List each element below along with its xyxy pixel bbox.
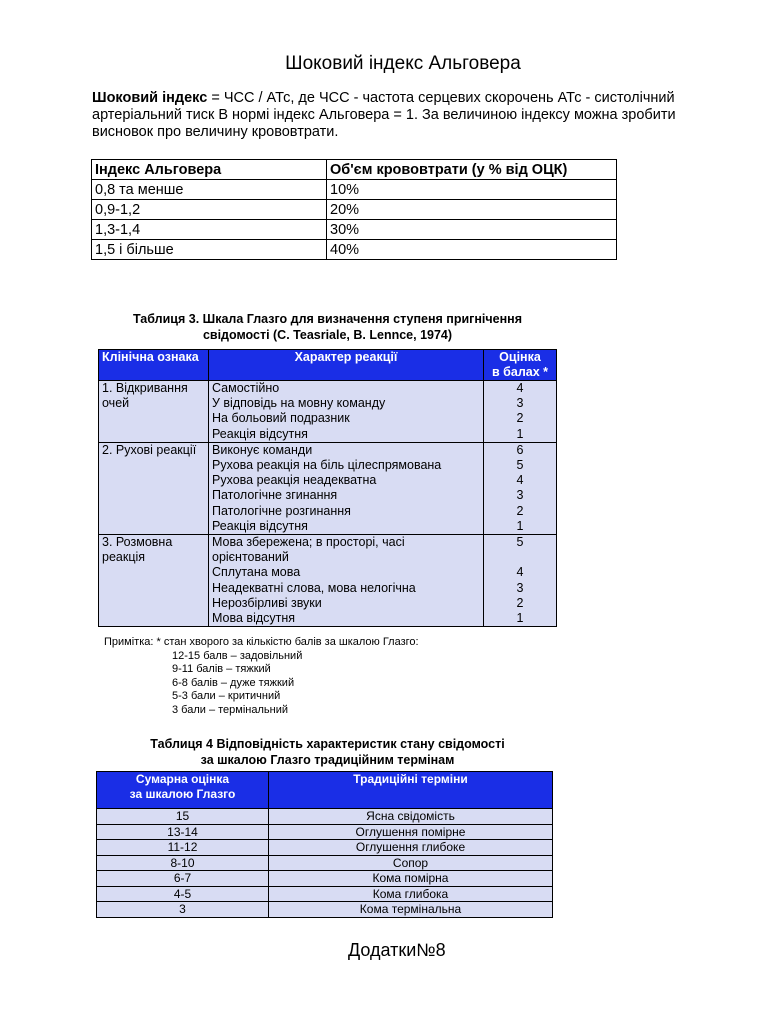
note-level: 9-11 балів – тяжкий [172,663,271,675]
table-cell: 30% [327,220,617,240]
reaction-cell [209,442,484,534]
sign-line: 2. Рухові реакції [102,442,197,457]
reaction-line: Патологічне згинання [212,488,338,503]
reaction-line: Рухова реакція неадекватна [212,473,377,488]
note-level: 5-3 бали – критичний [172,690,281,702]
table-header-row [97,772,553,809]
score-line: 4 [516,473,524,488]
table-cell: Ясна свідомість [269,809,553,825]
note-intro: Примітка: * стан хворого за кількістю балів за шкалою Глазго: [104,636,419,648]
header-score-line: Сумарна оцінка [135,772,230,786]
score-line: 3 [516,580,524,595]
score-line: 2 [516,503,524,518]
caption-line: свідомості (C. Teasriale, B. Lennce, 1974) [202,328,453,342]
table-cell: Сопор [269,855,553,871]
reaction-line: Патологічне розгинання [212,503,351,518]
table-row [97,902,553,918]
header-cell: Об'єм крововтрати (у % від ОЦК) [327,160,617,180]
table-cell: 1,3-1,4 [92,220,327,240]
glasgow-note [104,636,419,717]
table-row [97,809,553,825]
table-cell: 8-10 [97,855,269,871]
header-reaction: Характер реакції [209,350,484,381]
score-line: 2 [516,411,524,426]
score-cell [484,381,557,443]
header-score-line: Оцінка [499,350,541,364]
sign-line: реакція [102,550,146,565]
table-cell: 1,5 і більше [92,240,327,260]
caption-line: Таблиця 4 Відповідність характеристик стану свідомості [150,737,505,751]
sign-cell [99,381,209,443]
table-cell: Оглушення помірне [269,824,553,840]
table-row [92,200,617,220]
score-cell [484,535,557,627]
table-row [97,824,553,840]
reaction-line: Нерозбірливі звуки [212,595,322,610]
sign-line: 3. Розмовна [102,535,173,550]
reaction-line: Самостійно [212,381,280,395]
table-cell: 10% [327,180,617,200]
score-line: 5 [516,535,524,550]
table-cell: Кома глибока [269,886,553,902]
table-cell: 0,8 та менше [92,180,327,200]
footer-appendix: Додатки№8 [348,940,446,960]
table-header-row [99,350,557,381]
caption-line: Таблиця 3. Шкала Глазго для визначення ступеня пригнічення [132,312,522,326]
table-row [97,855,553,871]
score-line: 6 [516,442,524,457]
header-terms: Традиційні терміни [269,772,553,809]
reaction-line: орієнтований [212,550,289,565]
table-cell: 13-14 [97,824,269,840]
reaction-line: Неадекватні слова, мова нелогічна [212,580,416,595]
table-row [92,240,617,260]
intro-paragraph [92,90,712,141]
note-level: 12-15 балв – задовільний [172,649,303,662]
table-cell: Кома помірна [269,871,553,887]
score-line: 3 [516,396,524,411]
score-cell [484,442,557,534]
terms-caption [90,736,565,768]
table-cell: 15 [97,809,269,825]
reaction-line: Реакція відсутня [212,518,308,533]
table-cell: Оглушення глибоке [269,840,553,856]
sign-line: 1. Відкривання [102,381,188,395]
score-line: 5 [516,458,524,473]
reaction-line: Сплутана мова [212,565,301,580]
table-cell: 3 [97,902,269,918]
score-line: 3 [516,488,524,503]
table-cell: 4-5 [97,886,269,902]
terms-table [96,771,553,918]
score-line: 4 [516,381,524,395]
glasgow-table [98,349,557,627]
score-line: 2 [516,595,524,610]
reaction-line: Рухова реакція на біль цілеспрямована [212,458,442,473]
reaction-line: Мова збережена; в просторі, часі [212,535,405,550]
reaction-cell [209,381,484,443]
header-score [484,350,557,381]
header-score [97,772,269,809]
table-header-row [92,160,617,180]
glasgow-caption [90,311,565,343]
reaction-cell [209,535,484,627]
reaction-line: Виконує команди [212,442,313,457]
sign-cell [99,442,209,534]
table-cell: 20% [327,200,617,220]
score-line: 4 [516,565,524,580]
table-cell: 6-7 [97,871,269,887]
sign-cell [99,535,209,627]
table-row [97,871,553,887]
sign-line: очей [102,396,130,411]
table-row [92,220,617,240]
table-cell: 40% [327,240,617,260]
score-line: 1 [516,518,524,533]
note-level: 6-8 балів – дуже тяжкий [172,676,295,689]
page-title: Шоковий індекс Альговера [285,53,521,74]
table-cell: Кома термінальна [269,902,553,918]
intro-term: Шоковий індекс [92,90,208,106]
table-row [97,886,553,902]
table-row [92,180,617,200]
table-cell: 11-12 [97,840,269,856]
reaction-line: У відповідь на мовну команду [212,396,386,411]
reaction-line: Реакція відсутня [212,426,308,441]
caption-line: за шкалою Глазго традиційним термінам [200,753,455,767]
header-sign: Клінічна ознака [99,350,209,381]
score-line: 1 [516,426,524,441]
header-score-line: в балах * [491,365,548,379]
table-row [99,535,557,627]
table-row [99,381,557,443]
note-level: 3 бали – термінальний [172,703,288,716]
table-row [97,840,553,856]
reaction-line: Мова відсутня [212,611,296,626]
reaction-line: На больовий подразник [212,411,350,426]
table-row [99,442,557,534]
header-cell: Індекс Альговера [92,160,327,180]
algover-table [91,159,617,260]
intro-text: = ЧСС / АТс, де ЧСС - частота серцевих скорочень АТс - систолічний артеріальний тиск В нормі індекс Альговера = 1. За величиною індексу можна зробити висновок про величину крововтрати. [92,90,676,140]
score-line [487,550,553,565]
score-line: 1 [516,611,524,626]
header-score-line: за шкалою Глазго [129,786,236,801]
table-cell: 0,9-1,2 [92,200,327,220]
